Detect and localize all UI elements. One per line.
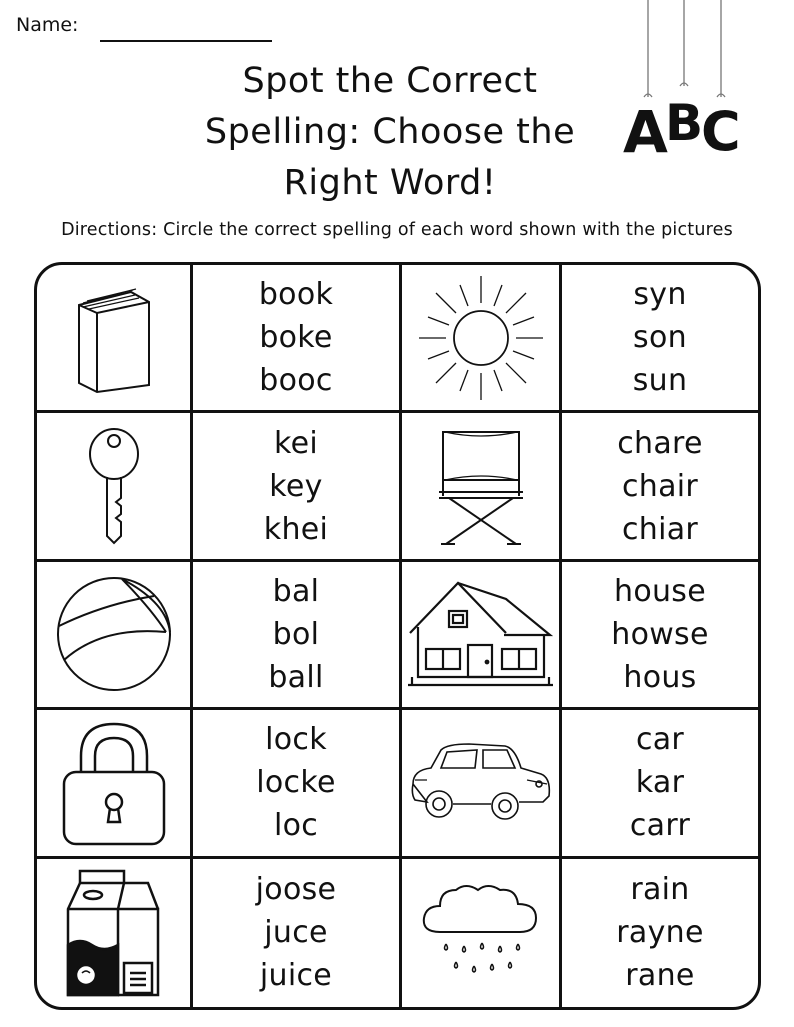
word-option[interactable]: car <box>635 722 685 758</box>
word-option[interactable]: syn <box>633 277 687 313</box>
word-option[interactable]: loc <box>273 808 319 844</box>
word-options-key <box>193 413 402 561</box>
word-option[interactable]: carr <box>629 808 691 844</box>
word-option[interactable]: kar <box>635 765 685 801</box>
word-options-house <box>562 562 758 710</box>
book-icon <box>69 280 159 395</box>
word-option[interactable]: joose <box>255 872 337 908</box>
word-option[interactable]: son <box>633 320 687 356</box>
car-picture-cell <box>402 710 562 858</box>
word-option[interactable]: khei <box>263 511 329 547</box>
key-icon <box>74 426 154 546</box>
word-option[interactable]: sun <box>632 363 688 399</box>
car-icon <box>407 740 555 825</box>
word-option[interactable]: juice <box>259 958 333 994</box>
chair-picture-cell <box>402 413 562 561</box>
ball-picture-cell <box>37 562 193 710</box>
word-options-ball <box>193 562 402 710</box>
word-option[interactable]: bol <box>272 616 320 652</box>
word-option[interactable]: howse <box>611 616 709 652</box>
juice-carton-icon <box>66 867 161 999</box>
word-option[interactable]: lock <box>265 722 327 758</box>
word-option[interactable]: chare <box>617 425 703 461</box>
house-picture-cell <box>402 562 562 710</box>
word-option[interactable]: juce <box>264 915 328 951</box>
svg-text:C: C <box>701 100 741 163</box>
word-option[interactable]: booc <box>259 363 333 399</box>
beach-ball-icon <box>54 574 174 694</box>
title-line-2: Spelling: Choose the <box>204 112 576 152</box>
book-picture-cell <box>37 265 193 413</box>
word-option[interactable]: ball <box>268 659 324 695</box>
name-line[interactable] <box>100 40 272 42</box>
word-option[interactable]: key <box>269 468 323 504</box>
word-option[interactable]: locke <box>256 765 336 801</box>
word-option[interactable]: book <box>258 277 334 313</box>
word-option[interactable]: chair <box>621 468 699 504</box>
word-options-book <box>193 265 402 413</box>
word-options-rain <box>562 859 758 1007</box>
rain-picture-cell <box>402 859 562 1007</box>
word-options-car <box>562 710 758 858</box>
word-option[interactable]: rain <box>630 872 690 908</box>
word-option[interactable]: hous <box>623 659 697 695</box>
word-option[interactable]: rayne <box>616 915 704 951</box>
sun-icon <box>416 273 546 403</box>
house-icon <box>408 577 553 692</box>
svg-text:B: B <box>665 94 704 152</box>
title-line-1: Spot the Correct <box>242 61 538 101</box>
rain-cloud-icon <box>418 880 543 985</box>
chair-icon <box>431 424 531 549</box>
word-option[interactable]: rane <box>625 958 695 994</box>
title-line-3: Right Word! <box>283 163 497 203</box>
word-option[interactable]: chiar <box>621 511 699 547</box>
word-options-sun <box>562 265 758 413</box>
page-title <box>195 56 585 209</box>
name-label: Name: <box>16 14 79 36</box>
lock-icon <box>59 718 169 848</box>
abc-hanging-letters-icon <box>620 0 760 170</box>
directions: Directions: Circle the correct spelling of each word shown with the pictures <box>61 220 733 240</box>
word-options-juice <box>193 859 402 1007</box>
spelling-grid <box>34 262 761 1010</box>
juice-picture-cell <box>37 859 193 1007</box>
word-option[interactable]: bal <box>272 573 320 609</box>
word-options-lock <box>193 710 402 858</box>
svg-text:A: A <box>623 98 668 166</box>
sun-picture-cell <box>402 265 562 413</box>
word-options-chair <box>562 413 758 561</box>
word-option[interactable]: boke <box>259 320 333 356</box>
word-option[interactable]: kei <box>274 425 318 461</box>
word-option[interactable]: house <box>614 573 706 609</box>
key-picture-cell <box>37 413 193 561</box>
lock-picture-cell <box>37 710 193 858</box>
